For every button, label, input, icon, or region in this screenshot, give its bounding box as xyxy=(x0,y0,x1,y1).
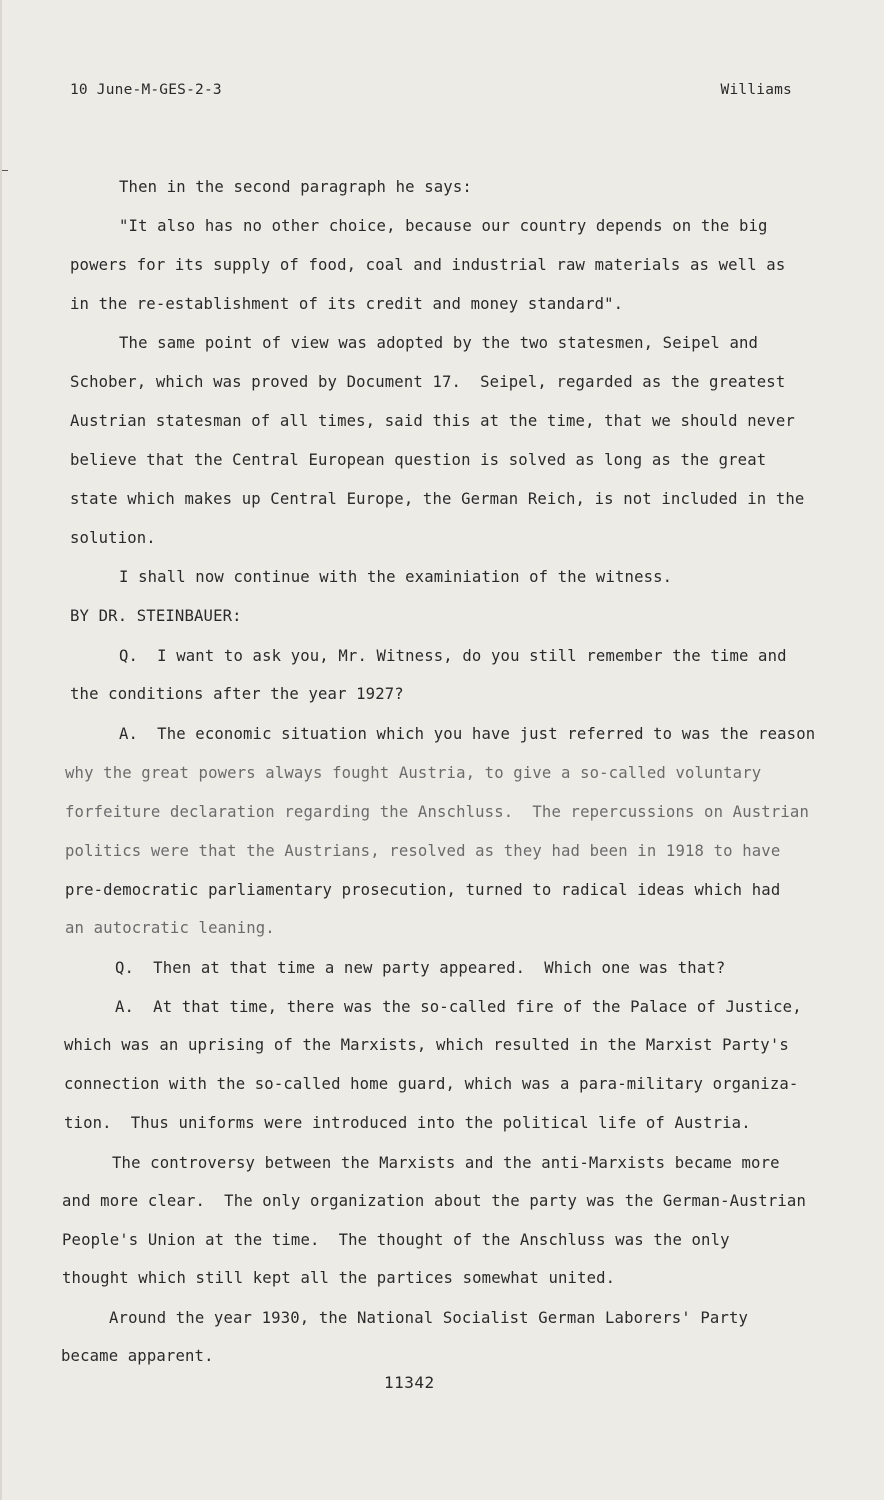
text-line: the conditions after the year 1927? xyxy=(70,685,404,703)
text-line: Q. Then at that time a new party appeared. Which one was that? xyxy=(115,959,726,977)
text-line: I shall now continue with the examiniation of the witness. xyxy=(119,568,673,586)
margin-mark xyxy=(2,170,8,185)
text-line: an autocratic leaning. xyxy=(65,919,275,937)
text-line: "It also has no other choice, because our country depends on the big xyxy=(119,217,768,235)
text-line: Around the year 1930, the National Socialist German Laborers' Party xyxy=(109,1309,749,1327)
header-name: Williams xyxy=(720,82,792,98)
speaker-heading: BY DR. STEINBAUER: xyxy=(70,607,242,625)
text-line: The controversy between the Marxists and the anti-Marxists became more xyxy=(112,1154,780,1172)
text-line: and more clear. The only organization about the party was the German-Austrian xyxy=(62,1192,806,1210)
text-line: Then in the second paragraph he says: xyxy=(119,178,472,196)
text-line: The same point of view was adopted by the two statesmen, Seipel and xyxy=(119,334,759,352)
text-line: connection with the so-called home guard, which was a para-military organiza- xyxy=(64,1075,799,1093)
text-line: thought which still kept all the partices somewhat united. xyxy=(62,1269,616,1287)
text-line: believe that the Central European question is solved as long as the great xyxy=(70,451,767,469)
header-reference: 10 June-M-GES-2-3 xyxy=(70,82,222,98)
text-line: in the re-establishment of its credit and money standard". xyxy=(70,295,624,313)
text-line: People's Union at the time. The thought of the Anschluss was the only xyxy=(62,1231,730,1249)
text-line: politics were that the Austrians, resolved as they had been in 1918 to have xyxy=(65,842,781,860)
text-line: pre-democratic parliamentary prosecution, turned to radical ideas which had xyxy=(65,881,781,899)
text-line: Q. I want to ask you, Mr. Witness, do you still remember the time and xyxy=(119,647,787,665)
text-line: Schober, which was proved by Document 17. Seipel, regarded as the greatest xyxy=(70,373,786,391)
text-line: state which makes up Central Europe, the German Reich, is not included in the xyxy=(70,490,805,508)
text-line: A. The economic situation which you have just referred to was the reason xyxy=(119,725,816,743)
text-line: forfeiture declaration regarding the Anschluss. The repercussions on Austrian xyxy=(65,803,809,821)
text-line: became apparent. xyxy=(61,1347,214,1365)
text-line: solution. xyxy=(70,529,156,547)
text-line: A. At that time, there was the so-called fire of the Palace of Justice, xyxy=(115,998,802,1016)
text-line: why the great powers always fought Austria, to give a so-called voluntary xyxy=(65,764,762,782)
text-line: which was an uprising of the Marxists, which resulted in the Marxist Party's xyxy=(64,1036,789,1054)
page-number: 11342 xyxy=(384,1373,435,1392)
text-line: powers for its supply of food, coal and industrial raw materials as well as xyxy=(70,256,786,274)
text-line: Austrian statesman of all times, said this at the time, that we should never xyxy=(70,412,795,430)
text-line: tion. Thus uniforms were introduced into the political life of Austria. xyxy=(64,1114,751,1132)
